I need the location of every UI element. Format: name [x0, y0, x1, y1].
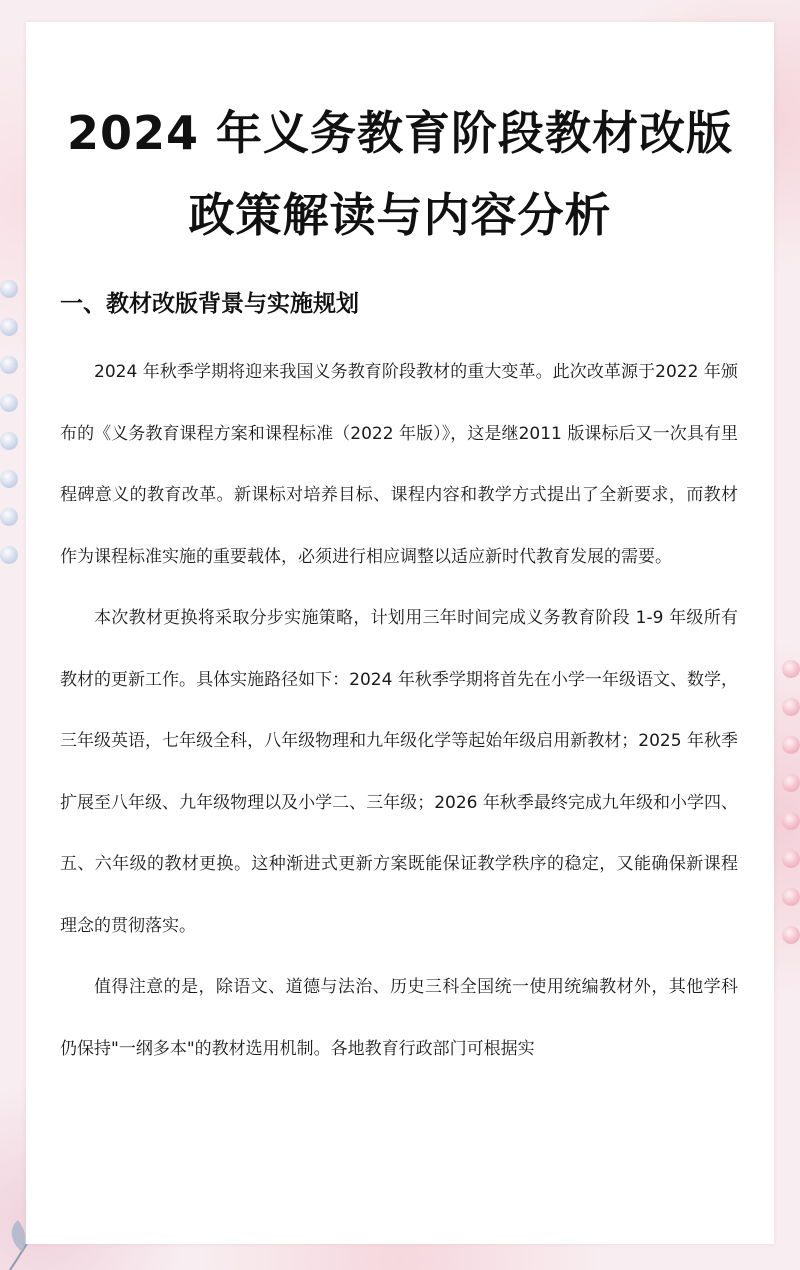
paragraph-1: 2024 年秋季学期将迎来我国义务教育阶段教材的重大变革。此次改革源于2022 年颁布的《义务教育课程方案和课程标准（2022 年版）》，这是继2011 版课标后又一次具有里程碑意义的教育改革。新课标对培养目标、课程内容和教学方式提出了全新要求，而教材作为课程标准实施的重要载体，必须进行相应调整以适应新时代教育发展的需要。 — [60, 362, 738, 567]
title-line-1: 2024 年义务教育阶段教材改版 — [66, 106, 734, 160]
section-body — [60, 342, 738, 1080]
left-bead-decoration — [0, 280, 26, 580]
paragraph-2: 本次教材更换将采取分步实施策略，计划用三年时间完成义务教育阶段 1-9 年级所有教材的更新工作。具体实施路径如下：2024 年秋季学期将首先在小学一年级语文、数学，三年级英语，七年级全科，八年级物理和九年级化学等起始年级启用新教材；2025 年秋季扩展至八年级、九年级物理以及小学二、三年级；2026 年秋季最终完成九年级和小学四、五、六年级的教材更换。这种渐进式更新方案既能保证教学秩序的稳定，又能确保新课程理念的贯彻落实。 — [60, 608, 738, 936]
right-bead-decoration — [774, 660, 800, 960]
section-heading: 一、教材改版背景与实施规划 — [60, 291, 359, 317]
page-title — [26, 92, 774, 256]
title-line-2: 政策解读与内容分析 — [188, 188, 612, 242]
document-card — [26, 22, 774, 1244]
paragraph-3: 值得注意的是，除语文、道德与法治、历史三科全国统一使用统编教材外，其他学科仍保持"一纲多本"的教材选用机制。各地教育行政部门可根据实 — [60, 977, 738, 1059]
